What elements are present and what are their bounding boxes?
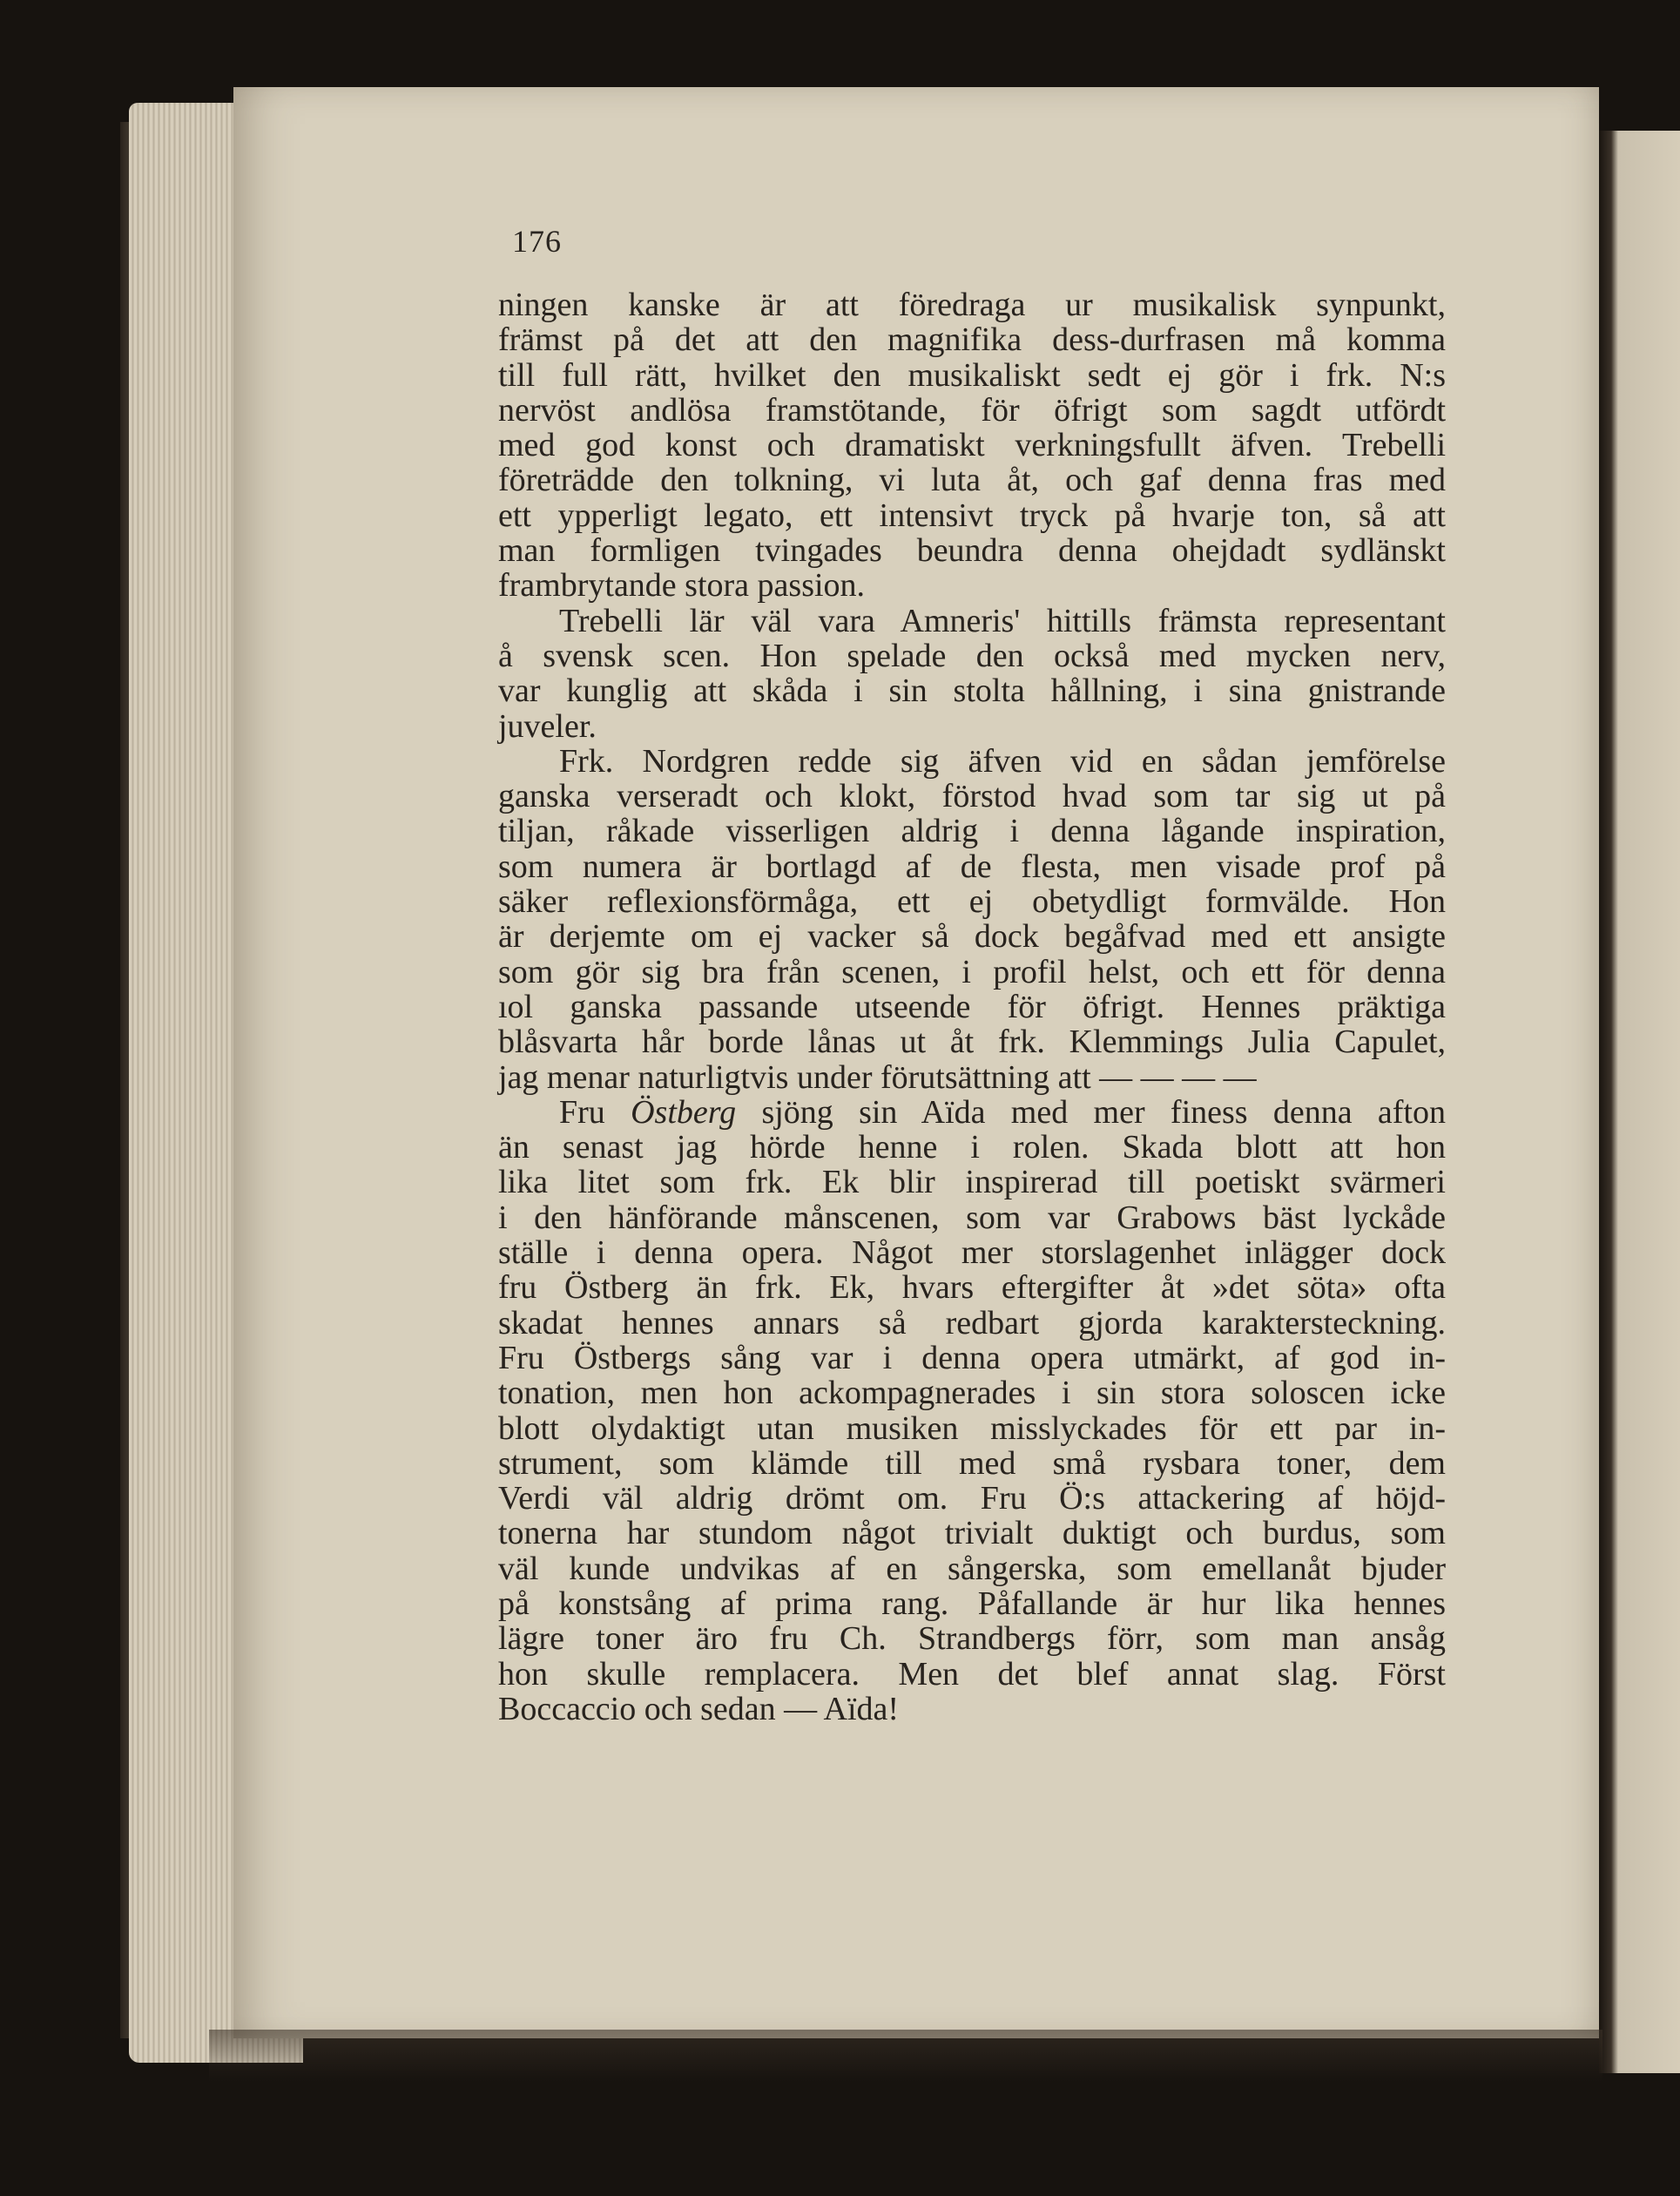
text-line: jag menar naturligtvis under förutsättning att — — — — xyxy=(498,1058,1257,1096)
text-line: blott olydaktigt utan musiken misslyckades för ett par in- xyxy=(498,1409,1446,1447)
paragraph xyxy=(498,287,1446,604)
page-bottom-shadow xyxy=(209,2030,1602,2082)
text-line: ıol ganska passande utseende för öfrigt. Hennes präktiga xyxy=(498,988,1446,1025)
text-line: frambrytande stora passion. xyxy=(498,567,866,605)
text-line: ställe i denna opera. Något mer storslagenhet inlägger dock xyxy=(498,1234,1446,1272)
text-line: Frk. Nordgren redde sig äfven vid en sådan jemförelse xyxy=(559,742,1446,780)
paragraph xyxy=(498,1095,1446,1726)
text-line: juveler. xyxy=(498,707,597,745)
text-line: med god konst och dramatiskt verkningsfullt äfven. Trebelli xyxy=(498,427,1446,464)
facing-page-edge xyxy=(1599,131,1680,2073)
text-line: än senast jag hörde henne i rolen. Skada blott att hon xyxy=(498,1129,1446,1166)
text-line: främst på det att den magnifika dess-durfrasen må komma xyxy=(498,321,1446,359)
text-line: Trebelli lär väl vara Amneris' hittills främsta representant xyxy=(559,602,1446,639)
text-line: nervöst andlösa framstötande, för öfrigt som sagdt utfördt xyxy=(498,391,1446,429)
text-line: strument, som klämde till med små rysbara toner, dem xyxy=(498,1444,1446,1482)
text-line: skadat hennes annars så redbart gjorda karaktersteckning. xyxy=(498,1304,1446,1341)
text-line: Fru Östbergs sång var i denna opera utmärkt, af god in- xyxy=(498,1339,1446,1376)
text-line: Verdi väl aldrig drömt om. Fru Ö:s attackering af höjd- xyxy=(498,1480,1446,1517)
text-line: ganska verseradt och klokt, förstod hvad som tar sig ut på xyxy=(498,778,1446,815)
text-line: lägre toner äro fru Ch. Strandbergs förr, som man ansåg xyxy=(498,1620,1446,1658)
text-line: säker reflexionsförmåga, ett ej obetydligt formvälde. Hon xyxy=(498,883,1446,921)
text-line: Boccaccio och sedan — Aïda! xyxy=(498,1690,900,1727)
page-number: 176 xyxy=(512,224,562,259)
text-line: som numera är bortlagd af de flesta, men visade prof på xyxy=(498,848,1446,885)
text-line: blåsvarta hår borde lånas ut åt frk. Klemmings Julia Capulet, xyxy=(498,1024,1446,1061)
text-line: ett ypperligt legato, ett intensivt tryck på hvarje ton, så att xyxy=(498,497,1446,534)
text-line: Fru Östberg sjöng sin Aïda med mer finess denna afton xyxy=(559,1093,1446,1131)
text-line: var kunglig att skåda i sin stolta hållning, i sina gnistrande xyxy=(498,672,1446,710)
text-line: i den hänförande månscenen, som var Grabows bäst lyckåde xyxy=(498,1199,1446,1236)
text-line: tonation, men hon ackompagnerades i sin stora soloscen icke xyxy=(498,1375,1446,1412)
text-line: företrädde den tolkning, vi luta åt, och gaf denna fras med xyxy=(498,462,1446,499)
body-text xyxy=(498,287,1446,1726)
text-line: fru Östberg än frk. Ek, hvars eftergifter åt »det söta» ofta xyxy=(498,1269,1446,1307)
text-line: lika litet som frk. Ek blir inspirerad till poetiskt svärmeri xyxy=(498,1164,1446,1201)
text-line: hon skulle remplacera. Men det blef annat slag. Först xyxy=(498,1655,1446,1693)
text-line: är derjemte om ej vacker så dock begåfvad med ett ansigte xyxy=(498,918,1446,956)
paragraph xyxy=(498,744,1446,1095)
text-line: på konstsång af prima rang. Påfallande är hur lika hennes xyxy=(498,1584,1446,1622)
text-line: till full rätt, hvilket den musikaliskt sedt ej gör i frk. N:s xyxy=(498,356,1446,394)
text-line: som gör sig bra från scenen, i profil helst, och ett för denna xyxy=(498,953,1446,990)
text-line: man formligen tvingades beundra denna ohejdadt sydlänskt xyxy=(498,532,1446,570)
paragraph xyxy=(498,604,1446,744)
text-line: tiljan, råkade visserligen aldrig i denna lågande inspiration, xyxy=(498,813,1446,850)
text-line: ningen kanske är att föredraga ur musikalisk synpunkt, xyxy=(498,287,1446,323)
text-line: å svensk scen. Hon spelade den också med mycken nerv, xyxy=(498,637,1446,674)
text-line: väl kunde undvikas af en sångerska, som emellanåt bjuder xyxy=(498,1550,1446,1587)
text-line: tonerna har stundom något trivialt duktigt och burdus, som xyxy=(498,1515,1446,1552)
